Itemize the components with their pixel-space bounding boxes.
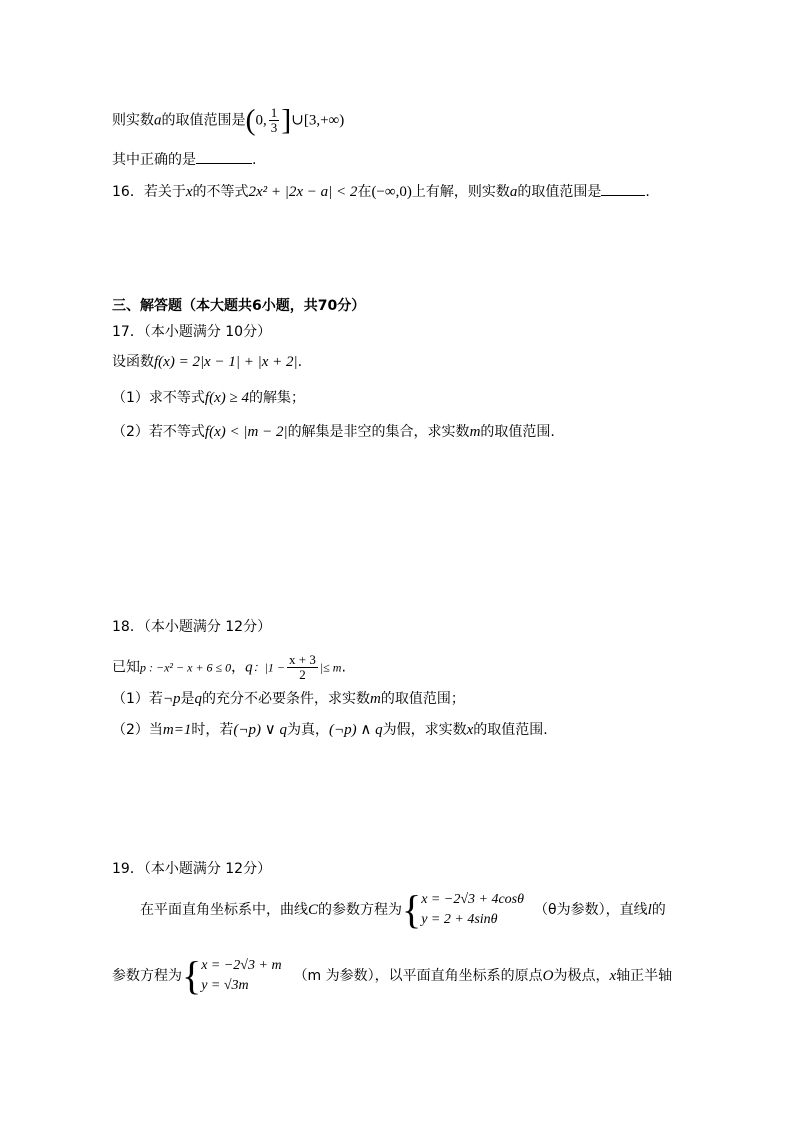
q18-part1-a: （1）若 [112,691,163,707]
q18-part1-m: m [370,691,381,707]
q18-and-expr: (¬p) ∧ q [328,722,383,738]
q19-system-1 [421,890,524,930]
q16-blank [601,195,645,196]
q17-part2-end: 的取值范围. [480,424,555,440]
q16-number: 16． [112,184,144,200]
q19-brace-1: { [402,887,422,932]
frac-den: 3 [270,120,278,135]
q17-part1-label: （1）求不等式 [112,390,205,406]
var-m: m [469,424,481,440]
q18-frac-den: 2 [299,667,306,682]
q19-line-l: l [647,902,652,918]
q19-line2-c: 轴正半轴 [616,968,673,984]
q16-text-a: 若关于 [143,184,186,200]
q19-eq2-y: y = √3m [201,978,249,993]
q19-line2-a: 参数方程为 [112,968,182,984]
q17-part2-math: f(x) < |m − 2| [204,424,288,440]
var-a: a [154,112,162,129]
fraction-one-third [269,106,280,135]
q18-or-expr: (¬p) ∨ q [233,722,287,738]
interval-open: 0, [255,112,267,129]
q19-line1-a: 在平面直角坐标系中，曲线 [140,902,308,918]
q19-line1-b: 的参数方程为 [318,902,403,918]
q16-inequality: 2x² + |2x − a| < 2 [248,184,358,200]
q19-line1 [140,887,666,932]
q19-origin: O [542,968,554,984]
q18-frac-num: x + 3 [289,652,316,667]
q19-system-2 [201,956,281,996]
q19-eq1-x: x = −2√3 + 4cosθ [421,892,524,907]
q18-part2 [112,720,548,740]
q18-part2-c: 为真， [286,722,329,738]
union-symbol: ∪ [291,112,304,129]
q15-answer-text: 其中正确的是 [112,152,196,168]
close-bracket: ] [281,103,292,137]
q19-param2: （m 为参数），以平面直角坐标系的原点 [293,968,543,984]
q18-part1-b: 是 [180,691,195,707]
q16-text-d: 上有解，则实数 [411,184,510,200]
answer-blank [196,163,252,164]
q15-middle: 的取值范围是 [161,112,246,129]
q18-not-p: ¬p [162,691,181,707]
q16-text-b: 的不等式 [192,184,249,200]
q18-header: 18．（本小题满分 12分） [112,619,272,635]
q16-interval: (−∞,0) [371,184,412,200]
q19-eq2-x: x = −2√3 + m [201,958,282,973]
section-three-title: 三、解答题（本大题共6小题，共70分） [112,298,366,314]
q17-header: 17．（本小题满分 10分） [112,324,272,340]
var-a-16: a [509,184,518,200]
q18-part1 [112,689,465,709]
q19-eq1-y: y = 2 + 4sinθ [421,912,498,927]
q17-stem [112,352,302,372]
frac-num: 1 [270,105,278,120]
q18-stem-a: 已知 [112,659,140,676]
q18-part1-q: q [194,691,203,707]
q15-end: . [252,152,257,168]
q17-part1-math: f(x) ≥ 4 [204,390,249,406]
q19-line1-c: 的 [651,902,666,918]
q16-end: . [645,184,650,200]
q18-part1-c: 的充分不必要条件，求实数 [202,691,371,707]
q15-answer-line [112,150,256,170]
q18-stem [112,653,346,682]
q19-line2-b: 为极点， [553,968,610,984]
q16-text-c: 在 [357,184,372,200]
q18-q-tail: |≤ m [319,660,342,675]
q18-part2-b: 时，若 [191,722,234,738]
q18-fraction [287,653,318,682]
q17-part1 [112,388,305,408]
q19-line2 [112,953,673,998]
q16-line [112,182,650,202]
q19-curve: C [308,902,319,918]
q18-part2-m: m=1 [162,722,192,738]
q18-part2-d: 为假，求实数 [382,722,467,738]
q19-xaxis: x [609,968,617,984]
q17-part2-label: （2）若不等式 [112,424,205,440]
q17-function: f(x) = 2|x − 1| + |x + 2| [154,354,298,370]
open-paren: ( [245,103,256,137]
q18-q-label: q [245,659,253,676]
q18-part2-e: 的取值范围. [473,722,548,738]
q17-stem-end: . [297,354,303,370]
q17-stem-text: 设函数 [112,354,154,370]
q17-part1-end: 的解集； [248,390,305,406]
q18-q-colon: ：|1 − [252,660,286,675]
q19-param1: （θ为参数），直线 [534,902,648,918]
q17-part2 [112,422,555,442]
q16-text-e: 的取值范围是 [517,184,602,200]
q18-stem-end: . [341,659,346,676]
q15-prefix: 则实数 [112,112,154,129]
q18-part1-d: 的取值范围； [380,691,465,707]
interval-two: [3,+∞) [303,112,345,129]
q18-p-expr: p : −x² − x + 6 ≤ 0 [140,660,232,675]
var-x: x [185,184,193,200]
q18-part2-x: x [466,722,474,738]
q15-range-line [112,103,345,137]
q17-part2-mid: 的解集是非空的集合，求实数 [287,424,470,440]
q19-header: 19．（本小题满分 12分） [112,861,272,877]
q18-part2-a: （2）当 [112,722,163,738]
q19-brace-2: { [182,953,202,998]
q18-sep: ， [231,659,246,676]
